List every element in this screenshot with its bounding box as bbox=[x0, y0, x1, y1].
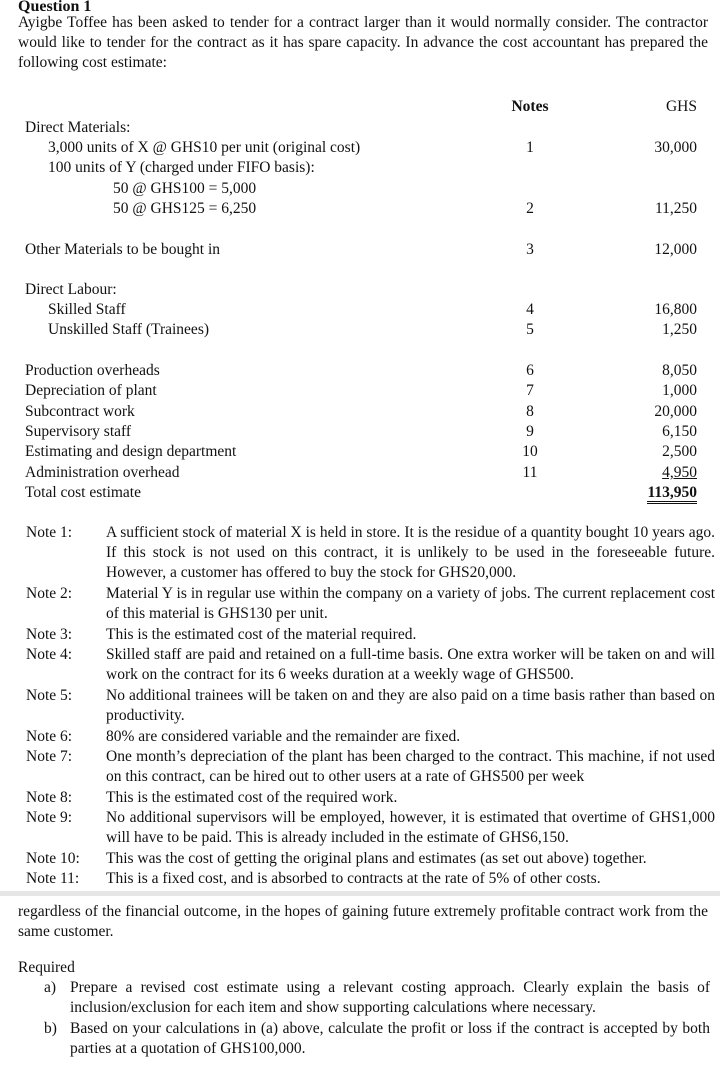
amount-value: 1,250 bbox=[662, 321, 697, 338]
amount-column-header: GHS bbox=[665, 98, 697, 115]
table-row bbox=[0, 361, 720, 381]
note-text: This was the cost of getting the original plans and estimates (as set out above) together. bbox=[106, 850, 647, 867]
note-label: Note 10: bbox=[26, 850, 80, 867]
table-row bbox=[0, 280, 720, 300]
skilled-staff-label: Skilled Staff bbox=[48, 301, 126, 318]
note-ref: 7 bbox=[526, 382, 534, 399]
note-ref: 6 bbox=[526, 362, 534, 379]
note-text: 80% are considered variable and the remainder are fixed. bbox=[106, 728, 461, 745]
material-y-label: 100 units of Y (charged under FIFO basis): bbox=[48, 159, 315, 176]
note-label: Note 11: bbox=[26, 870, 80, 887]
table-row bbox=[0, 483, 720, 503]
estimating-label: Estimating and design department bbox=[25, 443, 237, 460]
note-ref: 5 bbox=[526, 321, 534, 338]
notes-column-header: Notes bbox=[511, 98, 549, 115]
note-ref: 10 bbox=[522, 443, 538, 460]
amount-value: 30,000 bbox=[654, 139, 697, 156]
question-heading: Question 1 bbox=[18, 0, 92, 15]
required-heading: Required bbox=[18, 959, 75, 976]
table-row bbox=[0, 442, 720, 462]
note-label: Note 1: bbox=[26, 524, 73, 541]
note-label: Note 3: bbox=[26, 626, 73, 643]
note-ref: 11 bbox=[522, 464, 538, 481]
amount-value: 11,250 bbox=[654, 200, 697, 217]
table-row bbox=[0, 240, 720, 260]
material-x-label: 3,000 units of X @ GHS10 per unit (original cost) bbox=[48, 139, 361, 156]
note-text: A sufficient stock of material X is held in store. It is the residue of a quantity bought 10 years ago. If this stock is not used on this contract, it is unlikely to be used in the foreseeable future. However, a customer has offered to buy the stock for GHS20,000. bbox=[106, 524, 715, 581]
amount-value: 6,150 bbox=[662, 423, 697, 440]
note-text: No additional trainees will be taken on and they are also paid on a time basis rather than based on productivity. bbox=[106, 687, 715, 724]
section-divider bbox=[0, 891, 720, 896]
question-intro: Ayigbe Toffee has been asked to tender for a contract larger than it would normally consider. The contractor would like to tender for the contract as it has spare capacity. In advance the cost accountant has prepared the following cost estimate: bbox=[18, 14, 708, 71]
material-y-batch-2: 50 @ GHS125 = 6,250 bbox=[113, 200, 257, 217]
note-label: Note 5: bbox=[26, 687, 73, 704]
table-row bbox=[0, 463, 720, 483]
requirement-text: Based on your calculations in (a) above, calculate the profit or loss if the contract is accepted by both parties at a quotation of GHS100,000. bbox=[70, 1020, 710, 1057]
requirement-text: Prepare a revised cost estimate using a relevant costing approach. Clearly explain the basis of inclusion/exclusion for each item and show supporting calculations where necessary. bbox=[70, 979, 710, 1016]
note-label: Note 4: bbox=[26, 646, 73, 663]
total-amount: 113,950 bbox=[647, 485, 697, 504]
note-text: Material Y is in regular use within the company on a variety of jobs. The current replacement cost of this material is GHS130 per unit. bbox=[106, 585, 715, 622]
note-text: This is the estimated cost of the required work. bbox=[106, 789, 398, 806]
table-row bbox=[0, 320, 720, 340]
note-ref: 2 bbox=[526, 200, 534, 217]
table-row bbox=[0, 138, 720, 158]
table-row bbox=[0, 118, 720, 138]
note-label: Note 6: bbox=[26, 728, 73, 745]
unskilled-staff-label: Unskilled Staff (Trainees) bbox=[48, 321, 210, 338]
note-ref: 9 bbox=[526, 423, 534, 440]
table-row bbox=[0, 179, 720, 199]
amount-value: 8,050 bbox=[662, 362, 697, 379]
note-label: Note 2: bbox=[26, 585, 73, 602]
requirement-key: a) bbox=[44, 979, 57, 996]
note-ref: 3 bbox=[526, 241, 534, 258]
supervisory-label: Supervisory staff bbox=[25, 423, 132, 440]
note-text: One month’s depreciation of the plant has been charged to the contract. This machine, if not used on this contract, can be hired out to other users at a rate of GHS500 per week bbox=[106, 748, 715, 785]
subcontract-label: Subcontract work bbox=[25, 403, 135, 420]
table-row bbox=[0, 158, 720, 178]
direct-materials-label: Direct Materials: bbox=[25, 119, 131, 136]
note-text: No additional supervisors will be employed, however, it is estimated that overtime of GHS1,000 will have to be paid. This is already included in the estimate of GHS6,150. bbox=[106, 809, 715, 846]
amount-value: 12,000 bbox=[654, 241, 697, 258]
note-ref: 4 bbox=[526, 301, 534, 318]
material-y-batch-1: 50 @ GHS100 = 5,000 bbox=[113, 180, 257, 197]
note-ref: 8 bbox=[526, 403, 534, 420]
table-row bbox=[0, 300, 720, 320]
table-row bbox=[0, 422, 720, 442]
note-label: Note 8: bbox=[26, 789, 73, 806]
production-overheads-label: Production overheads bbox=[25, 362, 160, 379]
depreciation-label: Depreciation of plant bbox=[25, 382, 157, 399]
table-row bbox=[0, 402, 720, 422]
admin-overhead-label: Administration overhead bbox=[25, 464, 180, 481]
direct-labour-label: Direct Labour: bbox=[25, 281, 117, 298]
note-text: Skilled staff are paid and retained on a full-time basis. One extra worker will be taken on and will work on the contract for its 6 weeks duration at a weekly wage of GHS500. bbox=[106, 646, 715, 683]
table-row bbox=[0, 381, 720, 401]
requirement-key: b) bbox=[44, 1020, 57, 1037]
other-materials-label: Other Materials to be bought in bbox=[25, 241, 220, 258]
note-ref: 1 bbox=[526, 139, 534, 156]
note-text: This is the estimated cost of the material required. bbox=[106, 626, 417, 643]
note-label: Note 7: bbox=[26, 748, 73, 765]
amount-value: 2,500 bbox=[662, 443, 697, 460]
note-label: Note 9: bbox=[26, 809, 73, 826]
table-row bbox=[0, 199, 720, 219]
amount-value: 4,950 bbox=[662, 464, 697, 481]
total-label: Total cost estimate bbox=[25, 484, 141, 501]
closing-paragraph: regardless of the financial outcome, in the hopes of gaining future extremely profitable contract work from the same customer. bbox=[18, 903, 708, 940]
amount-value: 20,000 bbox=[654, 403, 697, 420]
amount-value: 1,000 bbox=[662, 382, 697, 399]
note-text: This is a fixed cost, and is absorbed to contracts at the rate of 5% of other costs. bbox=[106, 870, 601, 887]
table-header-row bbox=[0, 97, 720, 117]
amount-value: 16,800 bbox=[654, 301, 697, 318]
